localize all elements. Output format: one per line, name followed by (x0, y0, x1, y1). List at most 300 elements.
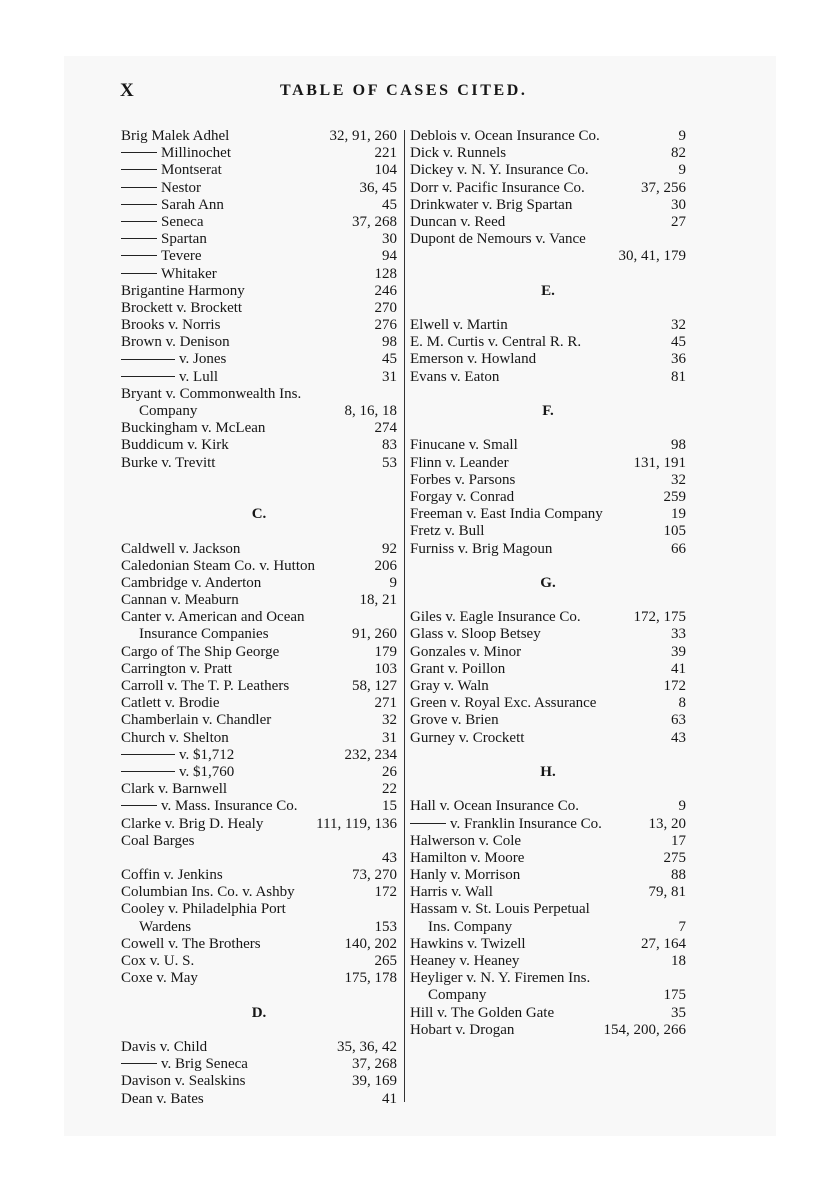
case-name (121, 730, 229, 747)
case-title: Dorr v. Pacific Insurance Co. (410, 179, 585, 196)
case-entry (121, 764, 397, 781)
page-references: 232, 234 (344, 746, 397, 763)
page-references: 45 (671, 334, 686, 351)
page-references: 43 (671, 729, 686, 746)
case-title: Giles v. Eagle Insurance Co. (410, 609, 581, 626)
page-references: 128 (374, 265, 397, 282)
case-entry (410, 730, 686, 747)
case-name (121, 162, 222, 179)
page-references: 206 (374, 557, 397, 574)
page-references: 45 (382, 196, 397, 213)
case-name (121, 764, 234, 781)
case-name (121, 816, 263, 833)
page-references: 153 (374, 918, 397, 935)
case-name (410, 180, 585, 197)
case-entry (410, 798, 686, 815)
ditto-dash (410, 823, 446, 824)
ditto-dash (121, 187, 157, 188)
case-name (121, 455, 215, 472)
case-name (121, 541, 240, 558)
page-references: 22 (382, 781, 397, 798)
case-entry (410, 541, 686, 558)
case-entry (410, 884, 686, 901)
case-entry (121, 901, 397, 918)
case-name (410, 850, 524, 867)
case-title: Evans v. Eaton (410, 368, 500, 385)
case-entry (410, 351, 686, 368)
case-name (410, 730, 524, 747)
page-references: 73, 270 (352, 867, 397, 884)
case-title: v. Mass. Insurance Co. (161, 798, 298, 815)
case-title: Dean v. Bates (121, 1090, 204, 1107)
page-references: 154, 200, 266 (603, 1021, 686, 1038)
page-references: 79, 81 (648, 884, 686, 901)
page-references: 172, 175 (633, 609, 686, 626)
case-entry (121, 1073, 397, 1090)
case-entry (410, 128, 686, 145)
case-entry (410, 661, 686, 678)
ditto-dash (121, 805, 157, 806)
page-references: 81 (671, 368, 686, 385)
page-references: 36 (671, 351, 686, 368)
case-name (410, 833, 521, 850)
case-entry (410, 180, 686, 197)
case-entry (121, 317, 397, 334)
case-name (121, 420, 265, 437)
case-entry (121, 334, 397, 351)
case-entry (121, 386, 397, 403)
case-name (410, 712, 499, 729)
case-entry (121, 798, 397, 815)
case-title: Coffin v. Jenkins (121, 867, 223, 884)
page-references: 63 (671, 712, 686, 729)
case-entry (121, 953, 397, 970)
case-title: v. $1,760 (179, 763, 235, 780)
case-title: Hill v. The Golden Gate (410, 1004, 555, 1021)
page-references: 111, 119, 136 (316, 815, 397, 832)
d-entries-right (410, 128, 686, 266)
case-name (121, 1091, 204, 1108)
case-title: Fretz v. Bull (410, 523, 485, 540)
case-entry (410, 145, 686, 162)
case-title: Catlett v. Brodie (121, 695, 220, 712)
case-title: Cox v. U. S. (121, 953, 195, 969)
page-references: 15 (382, 798, 397, 815)
section-heading-d: D. (251, 1004, 267, 1021)
page-references: 27, 164 (641, 935, 686, 952)
case-entry (410, 970, 686, 987)
case-entry (121, 558, 397, 575)
case-name (121, 351, 226, 368)
page-references: 270 (374, 299, 397, 316)
case-title: Whitaker (161, 265, 217, 282)
case-title: Dupont de Nemours v. Vance (410, 231, 586, 248)
case-title: v. Lull (179, 368, 219, 385)
case-name (121, 901, 286, 918)
case-name (121, 575, 261, 592)
case-entry (121, 919, 397, 936)
case-name (121, 266, 217, 283)
case-name (410, 1005, 554, 1022)
case-name (410, 695, 596, 712)
case-entry (410, 162, 686, 179)
case-entry (121, 248, 397, 265)
right-column (410, 128, 686, 1039)
page-references: 265 (374, 953, 397, 969)
case-name (410, 953, 519, 970)
page-references: 30, 41, 179 (618, 248, 686, 265)
case-entry (410, 437, 686, 454)
case-name (121, 936, 261, 953)
case-entry (121, 1039, 397, 1056)
page-references: 58, 127 (352, 678, 397, 694)
page-references: 92 (382, 540, 397, 557)
page-references: 41 (382, 1090, 397, 1107)
page-references: 18 (671, 953, 686, 969)
case-title: Duncan v. Reed (410, 213, 506, 230)
case-entry (121, 747, 397, 764)
case-entry (410, 1022, 686, 1039)
case-name (121, 798, 298, 815)
page-references: 41 (671, 660, 686, 677)
page-references: 37, 256 (641, 179, 686, 196)
case-name (410, 437, 518, 454)
case-title: v. Franklin Insurance Co. (450, 815, 602, 832)
ditto-dash (121, 255, 157, 256)
case-name (121, 334, 230, 351)
case-entry (121, 437, 397, 454)
case-name (410, 867, 520, 884)
b-entries (121, 128, 397, 472)
case-name (410, 798, 579, 815)
column-divider (404, 130, 405, 1102)
ditto-dash (121, 169, 157, 170)
case-name (121, 1073, 245, 1090)
case-name (121, 781, 227, 798)
case-title: Insurance Companies (139, 626, 269, 643)
case-title: Freeman v. East India Company (410, 506, 603, 523)
case-title: Cargo of The Ship George (121, 643, 280, 660)
case-title: Company (428, 987, 487, 1004)
case-title: v. $1,712 (179, 746, 235, 763)
case-name (410, 334, 581, 351)
case-title: Flinn v. Leander (410, 454, 509, 471)
case-name (410, 506, 603, 523)
case-entry (410, 678, 686, 695)
case-title: Sarah Ann (161, 196, 224, 213)
page-references: 104 (374, 162, 397, 179)
section-heading-h: H. (540, 763, 556, 780)
case-entry (121, 678, 397, 695)
case-name (121, 695, 220, 712)
case-title: Grant v. Poillon (410, 660, 506, 677)
case-name (121, 833, 194, 850)
case-name (410, 644, 521, 661)
case-entry (121, 145, 397, 162)
case-title: Hawkins v. Twizell (410, 935, 526, 952)
case-entry (410, 506, 686, 523)
page-number: X (120, 80, 135, 101)
page-references: 32 (671, 471, 686, 488)
page-references: 274 (374, 420, 397, 437)
case-entry (121, 1056, 397, 1073)
case-entry (121, 970, 397, 987)
page-references: 140, 202 (344, 935, 397, 952)
page-references: 175 (663, 987, 686, 1004)
case-name (121, 1039, 207, 1056)
case-name (410, 626, 541, 643)
case-title: Forgay v. Conrad (410, 488, 515, 505)
case-name (410, 455, 509, 472)
case-title: Nestor (161, 179, 201, 196)
page-references: 13, 20 (648, 815, 686, 832)
case-title: Harris v. Wall (410, 884, 493, 901)
case-name (139, 919, 191, 936)
case-entry (121, 214, 397, 231)
case-name (121, 128, 229, 145)
section-heading-f: F. (542, 403, 554, 419)
running-title: TABLE OF CASES CITED. (280, 82, 528, 99)
section-heading-g: G. (540, 574, 556, 591)
case-name (121, 317, 220, 334)
page-references: 83 (382, 437, 397, 454)
page-references: 172 (374, 884, 397, 901)
case-name (410, 214, 505, 231)
case-name (410, 523, 484, 540)
case-entry (410, 334, 686, 351)
case-name (121, 678, 289, 695)
case-title: Halwerson v. Cole (410, 832, 522, 849)
case-title: Hamilton v. Moore (410, 849, 525, 866)
page-references: 94 (382, 248, 397, 265)
case-title: Seneca (161, 213, 204, 230)
page-references: 18, 21 (359, 592, 397, 609)
case-name (410, 1022, 514, 1039)
case-title: Finucane v. Small (410, 437, 518, 454)
case-entry (410, 901, 686, 918)
page-references: 39 (671, 643, 686, 660)
case-name (410, 162, 589, 179)
case-name (410, 661, 505, 678)
case-entry (121, 231, 397, 248)
case-name (121, 437, 229, 454)
case-name (428, 987, 486, 1004)
case-title: Columbian Ins. Co. v. Ashby (121, 884, 295, 901)
case-title: Clarke v. Brig D. Healy (121, 815, 264, 832)
case-title: Brooks v. Norris (121, 317, 221, 334)
case-entry (410, 231, 686, 248)
left-column (121, 128, 397, 1108)
case-entry (121, 283, 397, 300)
case-entry (121, 850, 397, 867)
page-references: 31 (382, 729, 397, 746)
case-name (121, 558, 315, 575)
case-name (410, 145, 506, 162)
case-title: Church v. Shelton (121, 729, 229, 746)
case-title: Spartan (161, 231, 207, 248)
case-name (410, 351, 536, 368)
case-entry (410, 214, 686, 231)
page-references: 275 (663, 849, 686, 866)
page-references: 27 (671, 213, 686, 230)
case-title: Cannan v. Meaburn (121, 592, 239, 609)
case-title: Caledonian Steam Co. v. Hutton (121, 557, 316, 574)
page-references: 17 (671, 832, 686, 849)
case-title: Deblois v. Ocean Insurance Co. (410, 128, 600, 144)
case-name (121, 747, 234, 764)
page-references: 19 (671, 506, 686, 523)
case-name (410, 128, 600, 145)
case-entry (121, 300, 397, 317)
case-entry (121, 695, 397, 712)
case-title: Cowell v. The Brothers (121, 935, 261, 952)
case-entry (121, 351, 397, 368)
page-references: 66 (671, 540, 686, 557)
case-name (410, 472, 515, 489)
case-entry (121, 541, 397, 558)
case-entry (121, 197, 397, 214)
ditto-dash (121, 221, 157, 222)
section-heading-c: C. (251, 506, 267, 523)
case-name (410, 489, 514, 506)
page-references: 8 (678, 695, 686, 712)
case-entry (410, 609, 686, 626)
case-title: Buddicum v. Kirk (121, 437, 229, 454)
case-entry (121, 592, 397, 609)
case-name (121, 248, 202, 265)
page-references: 32 (382, 712, 397, 729)
page-header (120, 80, 686, 106)
page-references: 32, 91, 260 (329, 128, 397, 144)
case-title: Furniss v. Brig Magoun (410, 540, 553, 557)
ditto-dash (121, 238, 157, 239)
case-name (121, 300, 242, 317)
c-entries (121, 541, 397, 988)
case-entry (410, 472, 686, 489)
page-references: 271 (374, 695, 397, 712)
case-title: Cambridge v. Anderton (121, 574, 262, 591)
case-entry (410, 489, 686, 506)
case-entry (410, 816, 686, 833)
page-references: 91, 260 (352, 626, 397, 643)
case-title: v. Brig Seneca (161, 1056, 248, 1073)
case-entry (121, 712, 397, 729)
g-entries (410, 609, 686, 747)
page-references: 9 (678, 798, 686, 815)
page-references: 35, 36, 42 (337, 1038, 397, 1055)
case-entry (121, 884, 397, 901)
case-entry (410, 369, 686, 386)
case-title: Montserat (161, 162, 222, 179)
case-name (121, 970, 198, 987)
ditto-dash (121, 1063, 157, 1064)
case-name (121, 661, 232, 678)
case-entry (410, 695, 686, 712)
case-entry (410, 197, 686, 214)
case-entry (121, 833, 397, 850)
case-name (410, 884, 493, 901)
case-name (410, 609, 581, 626)
case-title: Elwell v. Martin (410, 317, 508, 334)
page-references: 82 (671, 145, 686, 162)
case-entry (121, 730, 397, 747)
page-references: 53 (382, 454, 397, 471)
page-references: 103 (374, 660, 397, 677)
page-references: 9 (678, 162, 686, 179)
page-references: 33 (671, 626, 686, 643)
case-entry (121, 403, 397, 420)
page-references: 39, 169 (352, 1073, 397, 1090)
case-entry (410, 833, 686, 850)
case-name (121, 884, 295, 901)
page-references: 45 (382, 351, 397, 368)
case-title: Wardens (139, 918, 192, 935)
page-references: 105 (663, 523, 686, 540)
case-entry (121, 644, 397, 661)
page-references: 37, 268 (352, 213, 397, 230)
case-entry (410, 455, 686, 472)
ditto-dash (121, 754, 175, 755)
case-entry (410, 248, 686, 265)
case-title: Brockett v. Brockett (121, 299, 243, 316)
page-references: 172 (663, 678, 686, 694)
page-references: 26 (382, 763, 397, 780)
case-title: Drinkwater v. Brig Spartan (410, 196, 573, 213)
ditto-dash (121, 359, 175, 360)
case-title: Brigantine Harmony (121, 282, 245, 299)
page-references: 9 (389, 574, 397, 591)
case-title: Brig Malek Adhel (121, 128, 230, 144)
case-entry (121, 661, 397, 678)
page-references: 31 (382, 368, 397, 385)
case-title: Coxe v. May (121, 970, 198, 987)
case-title: Cooley v. Philadelphia Port (121, 901, 286, 918)
case-entry (121, 128, 397, 145)
case-title: v. Jones (179, 351, 227, 368)
case-title: Clark v. Barnwell (121, 781, 228, 798)
case-name (410, 197, 572, 214)
page-references: 98 (382, 334, 397, 351)
case-title: Davis v. Child (121, 1038, 208, 1055)
case-entry (410, 850, 686, 867)
case-name (121, 369, 218, 386)
page-references: 37, 268 (352, 1056, 397, 1073)
case-title: Millinochet (161, 145, 231, 162)
page-references: 9 (678, 128, 686, 144)
case-entry (410, 919, 686, 936)
case-name (121, 214, 203, 231)
case-title: Emerson v. Howland (410, 351, 537, 368)
case-entry (410, 936, 686, 953)
case-title: Gray v. Waln (410, 678, 489, 694)
case-title: Hobart v. Drogan (410, 1021, 515, 1038)
page-references: 175, 178 (344, 970, 397, 987)
case-entry (121, 781, 397, 798)
case-title: Hall v. Ocean Insurance Co. (410, 798, 579, 815)
case-entry (410, 317, 686, 334)
case-entry (121, 162, 397, 179)
page-references: 88 (671, 867, 686, 884)
case-title: Heyliger v. N. Y. Firemen Ins. (410, 970, 591, 987)
case-title: Grove v. Brien (410, 712, 499, 729)
page-references: 259 (663, 488, 686, 505)
case-title: Carrington v. Pratt (121, 660, 233, 677)
case-entry (121, 1091, 397, 1108)
case-title: Dick v. Runnels (410, 145, 507, 162)
ditto-dash (121, 771, 175, 772)
case-name (121, 1056, 248, 1073)
ditto-dash (121, 376, 175, 377)
